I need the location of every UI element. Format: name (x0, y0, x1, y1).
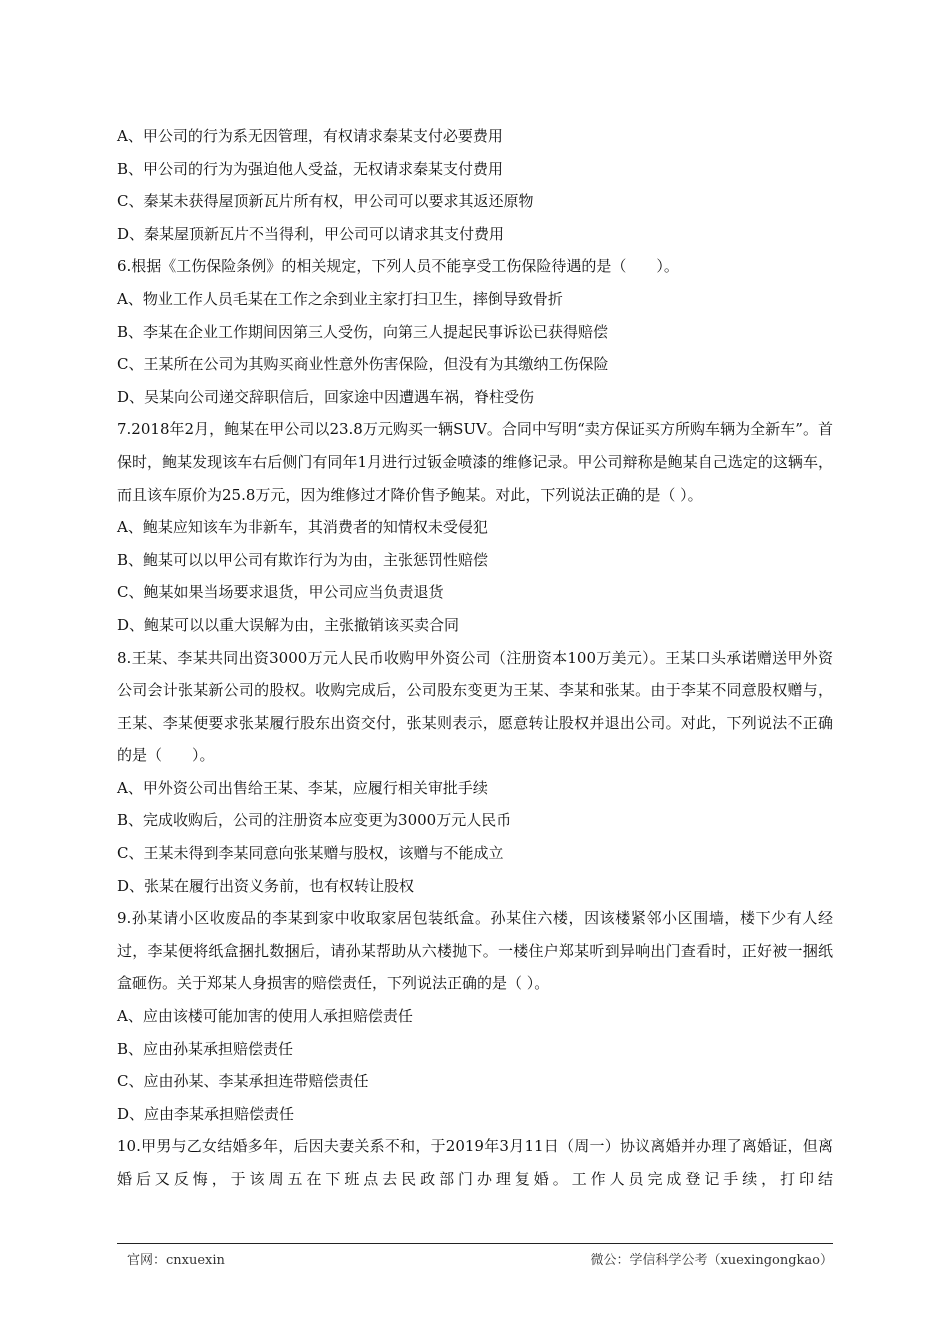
q10-stem: 10.甲男与乙女结婚多年，后因夫妻关系不和，于2019年3月11日（周一）协议离婚并办理了离婚证，但离婚后又反悔，于该周五在下班点去民政部门办理复婚。工作人员完成登记手续，打印结 (117, 1137, 833, 1188)
q7-option-b: B、鲍某可以以甲公司有欺诈行为为由，主张惩罚性赔偿 (117, 550, 489, 569)
q6-stem: 6.根据《工伤保险条例》的相关规定，下列人员不能享受工伤保险待遇的是（ ）。 (117, 257, 679, 276)
q7-option-d: D、鲍某可以以重大误解为由，主张撤销该买卖合同 (117, 615, 460, 634)
q8-option-b: B、完成收购后，公司的注册资本应变更为3000万元人民币 (117, 811, 512, 830)
footer-wechat: 微公：学信科学公考（xuexingongkao） (590, 1253, 833, 1268)
q9-stem: 9.孙某请小区收废品的李某到家中收取家居包装纸盒。孙某住六楼，因该楼紧邻小区围墙，楼下少有人经过，李某便将纸盒捆扎数捆后，请孙某帮助从六楼抛下。一楼住户郑某听到异响出门查看时，正好被一捆纸盒砸伤。关于郑某人身损害的赔偿责任，下列说法正确的是（ ）。 (117, 909, 833, 993)
q6-option-c: C、王某所在公司为其购买商业性意外伤害保险，但没有为其缴纳工伤保险 (117, 355, 609, 374)
page-content (117, 120, 833, 1196)
q8-option-d: D、张某在履行出资义务前，也有权转让股权 (117, 876, 415, 895)
q6-option-b: B、李某在企业工作期间因第三人受伤，向第三人提起民事诉讼已获得赔偿 (117, 322, 609, 341)
q5-option-c: C、秦某未获得屋顶新瓦片所有权，甲公司可以要求其返还原物 (117, 192, 534, 211)
q8-stem: 8.王某、李某共同出资3000万元人民币收购甲外资公司（注册资本100万美元）。王某口头承诺赠送甲外资公司会计张某新公司的股权。收购完成后，公司股东变更为王某、李某和张某。由于李某不同意股权赠与，王某、李某便要求张某履行股东出资交付，张某则表示，愿意转让股权并退出公司。对此，下列说法不正确的是（ ）。 (117, 648, 833, 765)
q9-option-a: A、应由该楼可能加害的使用人承担赔偿责任 (117, 1007, 413, 1026)
q7-option-a: A、鲍某应知该车为非新车，其消费者的知情权未受侵犯 (117, 518, 488, 537)
footer-website: 官网：cnxuexin (127, 1253, 225, 1268)
q7-option-c: C、鲍某如果当场要求退货，甲公司应当负责退货 (117, 583, 444, 602)
q5-option-a: A、甲公司的行为系无因管理，有权请求秦某支付必要费用 (117, 127, 503, 145)
q9-option-b: B、应由孙某承担赔偿责任 (117, 1039, 294, 1058)
footer-divider (117, 1243, 833, 1244)
q8-option-a: A、甲外资公司出售给王某、李某，应履行相关审批手续 (117, 778, 488, 797)
q9-option-d: D、应由李某承担赔偿责任 (117, 1104, 295, 1123)
q8-option-c: C、王某未得到李某同意向张某赠与股权，该赠与不能成立 (117, 844, 504, 863)
q6-option-a: A、物业工作人员毛某在工作之余到业主家打扫卫生，摔倒导致骨折 (117, 289, 563, 308)
q7-stem: 7.2018年2月，鲍某在甲公司以23.8万元购买一辆SUV。合同中写明“卖方保证买方所购车辆为全新车”。首保时，鲍某发现该车右后侧门有同年1月进行过钣金喷漆的维修记录。甲公司辩称是鲍某自己选定的这辆车，而且该车原价为25.8万元，因为维修过才降价售予鲍某。对此，下列说法正确的是（ ）。 (117, 420, 833, 504)
q5-option-b: B、甲公司的行为为强迫他人受益，无权请求秦某支付费用 (117, 159, 504, 178)
q5-option-d: D、秦某屋顶新瓦片不当得利，甲公司可以请求其支付费用 (117, 224, 505, 243)
q9-option-c: C、应由孙某、李某承担连带赔偿责任 (117, 1072, 369, 1091)
q6-option-d: D、吴某向公司递交辞职信后，回家途中因遭遇车祸，脊柱受伤 (117, 387, 535, 406)
